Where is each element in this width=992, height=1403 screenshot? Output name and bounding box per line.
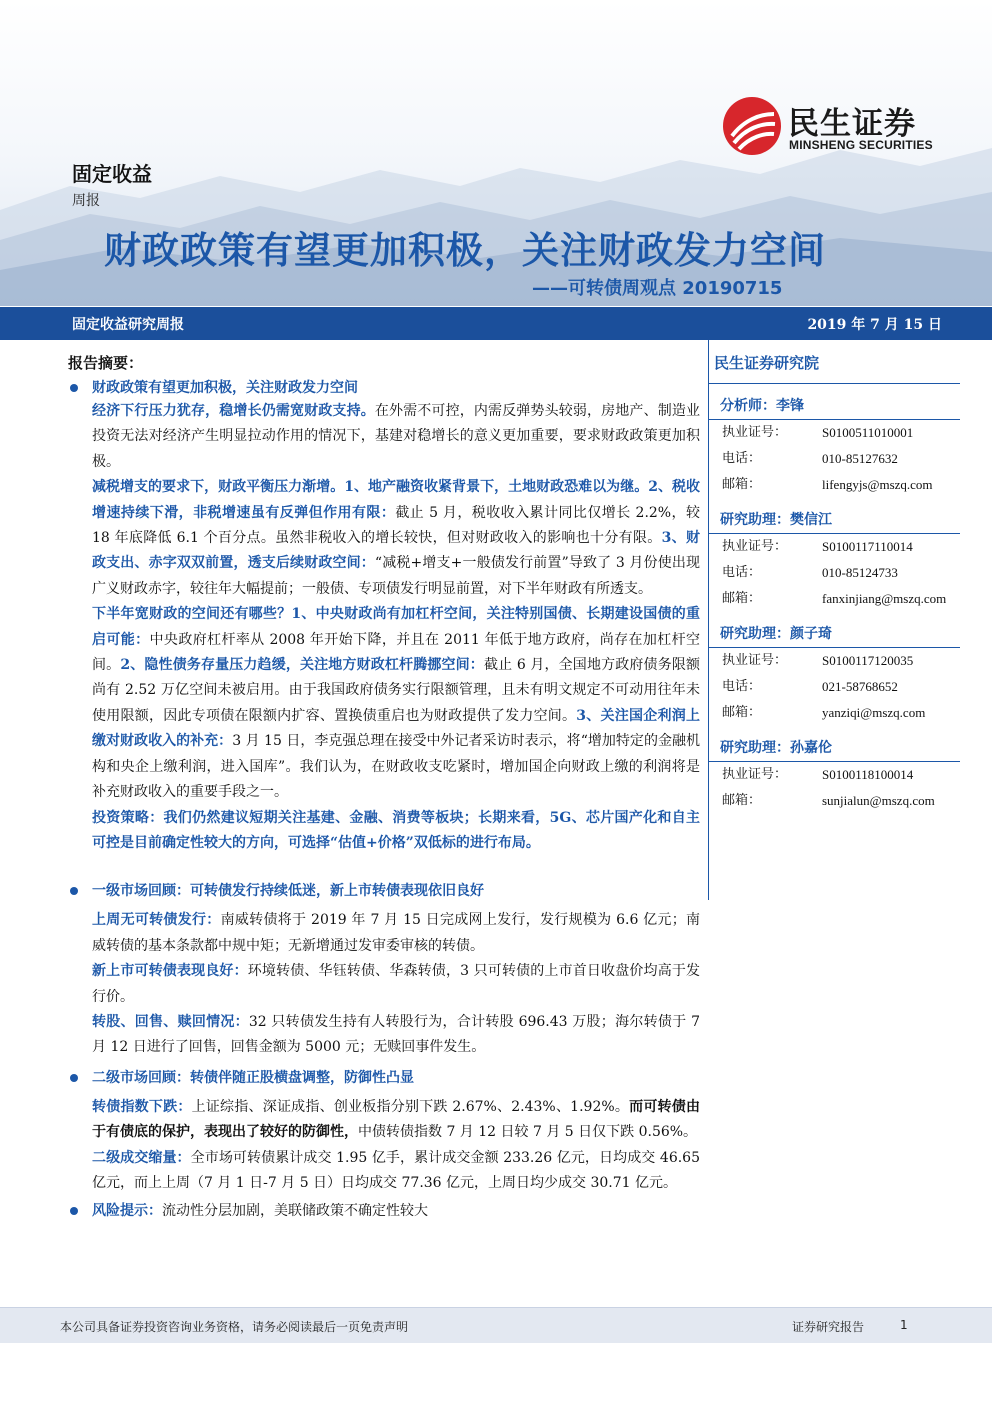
info-label: 电话： <box>722 565 762 580</box>
info-label: 电话： <box>722 679 762 694</box>
highlight-text: 下半年宽财政的空间还有哪些？1、中央财政尚有加杠杆空间，关注特别国债、长期建设国债的重启可能： <box>92 606 700 648</box>
body-text: 全市场可转债累计成交 1.95 亿手，累计成交金额 233.26 亿元，日均成交 46.65 亿元，而上上周（7 月 1 日-7 月 5 日）日均成交 77.36 亿元，上周日均少成交 30.71 亿元。 <box>92 1149 700 1191</box>
info-value: 010-85124733 <box>822 565 898 580</box>
info-label: 邮箱： <box>722 591 762 606</box>
email-link[interactable]: yanziqi@mszq.com <box>822 705 926 720</box>
info-label: 邮箱： <box>722 705 762 720</box>
highlight-text: 2、隐性债务存量压力趋缓，关注地方财政杠杆腾挪空间： <box>120 657 484 674</box>
info-label: 执业证号： <box>722 425 788 440</box>
analyst-title: 分析师：李锋 <box>708 390 960 420</box>
info-value: S0100117110014 <box>822 539 913 554</box>
body-text: 32 只转债发生持有人转股行为，合计转股 696.43 万股；海尔转债于 7 月 12 日进行了回售，回售金额为 5000 元；无赎回事件发生。 <box>92 1013 700 1056</box>
page-footer <box>0 1307 992 1343</box>
highlight-text: 减税增支的要求下，财政平衡压力渐增。1、地产融资收紧背景下，土地财政恐难以为继。2、税收增速持续下滑，非税增速虽有反弹但作用有限： <box>92 479 700 521</box>
highlight-text: 上周无可转债发行： <box>92 912 221 929</box>
report-type: 周报 <box>72 193 100 209</box>
paragraph <box>68 959 700 1010</box>
info-value: S0100117120035 <box>822 653 914 668</box>
paragraph <box>68 602 700 805</box>
info-label: 邮箱： <box>722 477 762 492</box>
paragraph <box>68 806 700 857</box>
info-row <box>708 674 960 700</box>
report-header <box>0 0 992 306</box>
body-text: 环境转债、华钰转债、华森转债，3 只可转债的上市首日收盘价均高于发行价。 <box>92 963 701 1005</box>
body-text: 3 月 15 日，李克强总理在接受中外记者采访时表示，将“增加特定的金融机构和央企上缴利润，进入国库”。我们认为，在财政收支吃紧时，增加国企向财政上缴的利润将是补充财政收入的重要手段之一。 <box>92 733 701 801</box>
highlight-text: 新上市可转债表现良好： <box>92 963 248 980</box>
body-text: 中央政府杠杆率从 2008 年开始下降，并且在 2011 年低于地方政府，尚存在加杠杆空间。 <box>92 631 701 674</box>
analyst-card <box>708 618 960 726</box>
info-value: S0100118100014 <box>822 767 914 782</box>
info-label: 执业证号： <box>722 539 788 554</box>
report-summary <box>68 352 700 1222</box>
analyst-sidebar <box>708 346 960 814</box>
bullet-section-3 <box>68 1067 700 1089</box>
risk-label: 风险提示： <box>92 1203 162 1220</box>
paragraph <box>68 475 700 602</box>
bullet-title: 一级市场回顾：可转债发行持续低迷，新上市转债表现依旧良好 <box>92 883 484 900</box>
info-row <box>708 534 960 560</box>
summary-heading: 报告摘要： <box>68 354 144 372</box>
highlight-text: 3、财政支出、赤字双双前置，透支后续财政空间： <box>92 530 700 572</box>
info-value: 010-85127632 <box>822 451 898 466</box>
info-row <box>708 560 960 586</box>
bar-series-label: 固定收益研究周报 <box>72 317 184 333</box>
info-row <box>708 586 960 612</box>
bullet-title: 二级市场回顾：转债伴随正股横盘调整，防御性凸显 <box>92 1069 414 1086</box>
highlight-text: 经济下行压力犹存，稳增长仍需宽财政支持。 <box>92 403 375 419</box>
email-link[interactable]: fanxinjiang@mszq.com <box>822 591 947 606</box>
paragraph <box>68 399 700 475</box>
highlight-text: 3、关注国企利润上缴对财政收入的补充： <box>92 707 700 750</box>
info-row <box>708 420 960 446</box>
body-text: 截止 5 月，税收收入累计同比仅增长 2.2%，较 18 年底降低 6.1 个百分点。虽然非税收入的增长较快，但对财政收入的影响也十分有限。 <box>92 504 701 547</box>
info-value: S0100511010001 <box>822 425 914 440</box>
report-category: 固定收益 <box>72 162 152 186</box>
bullet-section-1 <box>68 377 700 399</box>
bullet-dot-icon <box>70 887 78 895</box>
body-text: 在外需不可控，内需反弹势头较弱，房地产、制造业投资无法对经济产生明显拉动作用的情况下，基建对稳增长的意义更加重要，要求财政政策更加积极。 <box>92 403 701 470</box>
highlight-text: 转股、回售、赎回情况： <box>92 1013 249 1030</box>
analyst-card <box>708 390 960 498</box>
info-row <box>708 700 960 726</box>
analyst-title: 研究助理：颜子琦 <box>708 618 960 648</box>
analyst-title: 研究助理：孙嘉伦 <box>708 732 960 762</box>
footer-disclaimer: 本公司具备证券投资咨询业务资格，请务必阅读最后一页免责声明 <box>60 1320 409 1334</box>
body-text: “减税+增支+一般债发行前置”导致了 3 月份使出现广义财政赤字，较往年大幅提前；一般债、专项债发行明显前置，对下半年财政有所透支。 <box>92 555 700 597</box>
paragraph <box>68 908 700 959</box>
body-text: 中债转债指数 7 月 12 日较 7 月 5 日仅下跌 0.56%。 <box>358 1124 698 1141</box>
bullet-dot-icon <box>70 1207 78 1215</box>
bullet-dot-icon <box>70 1074 78 1082</box>
highlight-text: 投资策略：我们仍然建议短期关注基建、金融、消费等板块；长期来看，5G、芯片国产化和自主可控是目前确定性较大的方向，可选择“估值+价格”双低标的进行布局。 <box>92 809 700 851</box>
bullet-risk <box>68 1200 700 1222</box>
page-title: 财政政策有望更加积极，关注财政发力空间 <box>104 229 826 272</box>
logo-name-cn: 民生证券 <box>788 106 916 142</box>
info-row <box>708 472 960 498</box>
logo-mark-icon <box>722 96 782 156</box>
info-label: 邮箱： <box>722 793 762 808</box>
analyst-title: 研究助理：樊信江 <box>708 504 960 534</box>
body-text: 截止 6 月，全国地方政府债务限额尚有 2.52 万亿空间未被启用。由于我国政府债务实行限额管理，且未有明文规定不可动用往年未使用限额，因此专项债在限额内扩容、置换债重启也为财政提供了发力空间。 <box>92 657 701 724</box>
body-text: 南威转债将于 2019 年 7 月 15 日完成网上发行，发行规模为 6.6 亿元；南威转债的基本条款都中规中矩；无新增通过发审委审核的转债。 <box>92 912 701 954</box>
paragraph <box>68 1095 700 1146</box>
bullet-dot-icon <box>70 384 78 392</box>
bullet-title: 财政政策有望更加积极，关注财政发力空间 <box>92 380 358 396</box>
paragraph <box>68 1146 700 1197</box>
highlight-text: 转债指数下跌： <box>92 1098 192 1115</box>
institute-name: 民生证券研究院 <box>708 346 960 384</box>
body-text: 上证综指、深证成指、创业板指分别下跌 2.67%、2.43%、1.92%。 <box>191 1098 630 1115</box>
bold-text: 而可转债由于有债底的保护，表现出了较好的防御性， <box>92 1098 701 1141</box>
info-label: 执业证号： <box>722 767 788 782</box>
minsheng-logo <box>722 96 962 158</box>
info-value: 021-58768652 <box>822 679 898 694</box>
risk-text: 流动性分层加剧，美联储政策不确定性较大 <box>162 1203 428 1220</box>
footer-label: 证券研究报告 <box>792 1320 865 1334</box>
email-link[interactable]: sunjialun@mszq.com <box>822 793 935 808</box>
info-row <box>708 788 960 814</box>
report-date: 2019 年 7 月 15 日 <box>807 317 942 333</box>
logo-name-en: MINSHENG SECURITIES <box>789 138 933 152</box>
page-number: 1 <box>900 1318 908 1332</box>
info-row <box>708 762 960 788</box>
info-row <box>708 446 960 472</box>
info-row <box>708 648 960 674</box>
info-label: 执业证号： <box>722 653 788 668</box>
email-link[interactable]: lifengyjs@mszq.com <box>822 477 933 492</box>
page-subtitle: ——可转债周观点 20190715 <box>532 278 783 299</box>
section-bar <box>0 307 992 340</box>
highlight-text: 二级成交缩量： <box>92 1149 191 1166</box>
analyst-card <box>708 732 960 814</box>
info-label: 电话： <box>722 451 762 466</box>
analyst-card <box>708 504 960 612</box>
paragraph <box>68 1010 700 1061</box>
bullet-section-2 <box>68 880 700 902</box>
